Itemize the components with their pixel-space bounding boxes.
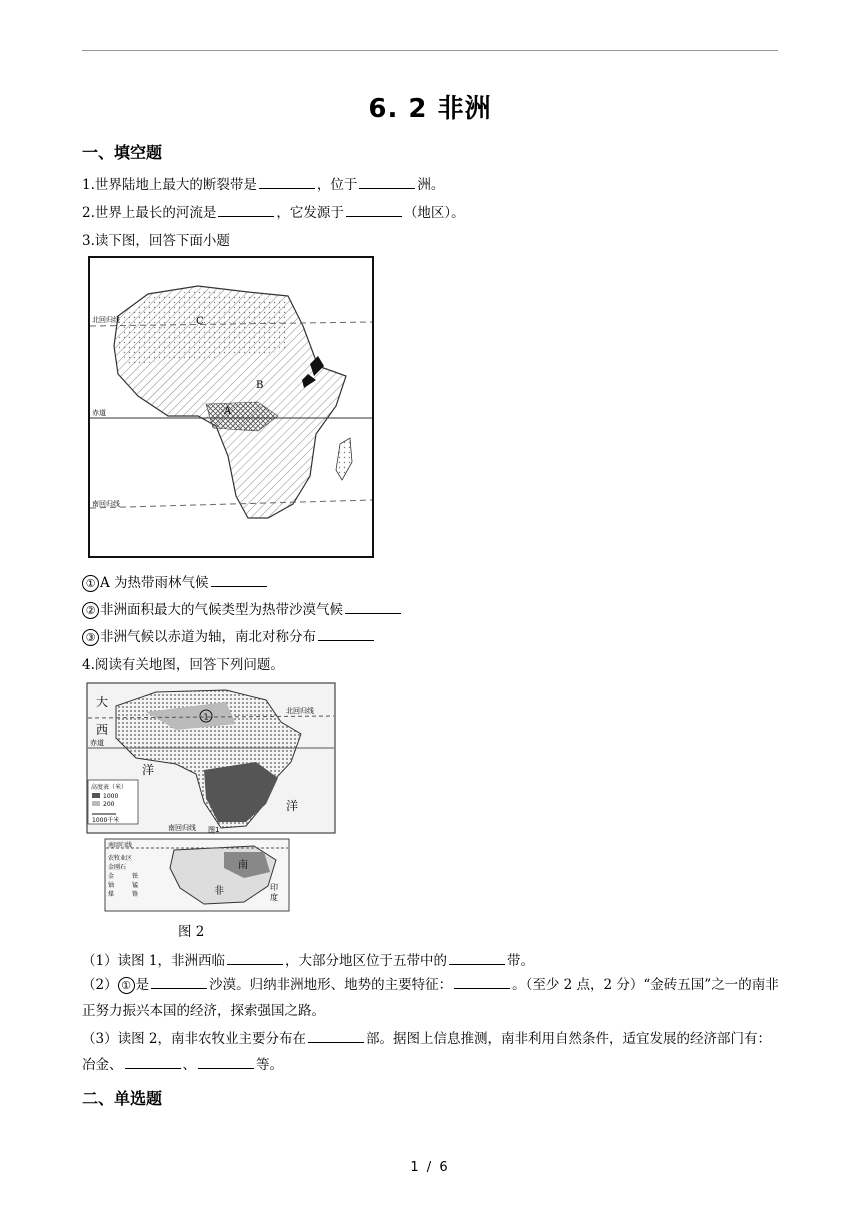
africa-relief-map — [86, 682, 336, 834]
part-text: 是 — [135, 977, 150, 993]
answer-blank[interactable] — [259, 176, 315, 189]
fig2-title: 南回归线 — [108, 842, 133, 849]
part-text: 部。据图上信息推测，南非利用自然条件，适宜发展的经济部门有：冶金、 — [82, 1031, 771, 1073]
question-4-stem — [82, 656, 284, 674]
answer-blank[interactable] — [345, 601, 401, 614]
part-text: （2） — [82, 977, 118, 993]
part-text: （3）读图 2，南非农牧业主要分布在 — [82, 1031, 306, 1047]
fig2-legend-4: 铁 — [132, 873, 139, 880]
question-text: （地区）。 — [403, 205, 465, 221]
fig1-label-yang: 洋 — [142, 763, 155, 777]
question-text: 世界上最长的河流是 — [94, 205, 217, 221]
option-text: 非洲面积最大的气候类型为热带沙漠气候 — [100, 602, 343, 618]
question-text: 洲。 — [417, 177, 445, 193]
fig1-legend-title: 高度表（米） — [91, 784, 128, 791]
question-number: 3. — [82, 233, 95, 249]
answer-blank[interactable] — [346, 204, 402, 217]
question-text: 阅读有关地图，回答下列问题。 — [94, 657, 284, 673]
answer-blank[interactable] — [227, 952, 283, 965]
answer-blank[interactable] — [359, 176, 415, 189]
south-africa-map — [104, 838, 290, 912]
part-text: 。（至少 2 点，2 分）“金砖五国”之一的南非正努力振兴本国的经济，探索强国之路。 — [82, 977, 779, 1019]
option-marker: ② — [82, 602, 99, 619]
question-text: ，它发源于 — [276, 205, 344, 221]
fig1-label-tropic-s: 南回归线 — [168, 824, 196, 832]
part-text: 等。 — [256, 1057, 283, 1073]
part-text: 、 — [182, 1057, 196, 1073]
question-text: 世界陆地上最大的断裂带是 — [94, 177, 257, 193]
question-1 — [82, 176, 444, 194]
map-label-tropic-s: 南回归线 — [92, 500, 120, 508]
question-number: 4. — [82, 657, 95, 673]
question-text: 读下图，回答下面小题 — [94, 233, 230, 249]
answer-blank[interactable] — [218, 204, 274, 217]
answer-blank[interactable] — [211, 574, 267, 587]
question-text: ，位于 — [316, 177, 358, 193]
fig1-label-equator: 赤道 — [90, 739, 104, 747]
figure-2-caption: 图 2 — [178, 924, 205, 940]
question-2 — [82, 204, 465, 222]
fig2-label-du: 度 — [270, 893, 278, 902]
header-rule — [82, 50, 778, 51]
option-marker: ③ — [82, 629, 99, 646]
answer-blank[interactable] — [318, 628, 374, 641]
question-number: 2. — [82, 205, 95, 221]
answer-blank[interactable] — [125, 1056, 181, 1069]
q3-option-3 — [82, 628, 376, 646]
fig1-marker-1: 1 — [203, 712, 209, 722]
answer-blank[interactable] — [198, 1056, 254, 1069]
section-heading-fill-blank: 一、填空题 — [82, 143, 163, 162]
map-label-tropic-n: 北回归线 — [92, 316, 120, 324]
fig2-legend-5: 铀 — [108, 882, 115, 889]
fig2-label-fei: 非 — [214, 886, 224, 897]
fig2-legend-7: 煤 — [108, 891, 115, 898]
answer-blank[interactable] — [308, 1030, 364, 1043]
option-text: A 为热带雨林气候 — [100, 575, 209, 591]
question-number: 1. — [82, 177, 95, 193]
fig1-label-tropic-n: 北回归线 — [286, 707, 314, 715]
answer-blank[interactable] — [449, 952, 505, 965]
fig2-legend-3: 金 — [108, 873, 115, 880]
q4-part-1 — [82, 952, 534, 970]
fig2-label-yin: 印 — [270, 883, 278, 892]
marker-circle-1: ① — [118, 977, 135, 994]
legend-swatch-high — [92, 793, 100, 798]
part-text: 沙漠。归纳非洲地形、地势的主要特征： — [209, 977, 453, 993]
page-title: 6. 2 非洲 — [368, 94, 492, 124]
map-label-equator: 赤道 — [92, 409, 106, 417]
fig2-legend-1: 农牧业区 — [108, 855, 133, 862]
part-text: ，大部分地区位于五带中的 — [284, 953, 447, 969]
fig1-label-xi: 西 — [96, 723, 109, 737]
map-label-a: A — [224, 406, 232, 417]
q4-part-3 — [82, 1026, 782, 1078]
answer-blank[interactable] — [151, 976, 207, 989]
map-label-b: B — [256, 380, 264, 391]
fig2-legend-8: 铬 — [132, 891, 139, 898]
fig2-legend-6: 锰 — [132, 882, 139, 889]
fig1-tag: 图1 — [208, 826, 220, 834]
fig1-scale: 1000千米 — [92, 817, 120, 824]
section-heading-single-choice: 二、单选题 — [82, 1089, 163, 1108]
page-number: 1 / 6 — [410, 1160, 450, 1175]
part-text: 带。 — [506, 953, 534, 969]
option-text: 非洲气候以赤道为轴，南北对称分布 — [100, 629, 316, 645]
fig1-label-yang-east: 洋 — [286, 799, 299, 813]
africa-climate-map — [88, 256, 374, 558]
fig2-label-nan: 南 — [238, 860, 248, 871]
legend-swatch-mid — [92, 801, 100, 806]
q3-option-1 — [82, 574, 269, 592]
fig2-legend-2: 金刚石 — [108, 864, 127, 871]
answer-blank[interactable] — [454, 976, 510, 989]
option-marker: ① — [82, 575, 99, 592]
question-3-stem — [82, 232, 230, 250]
fig1-legend-1000: 1000 — [103, 793, 119, 800]
part-text: （1）读图 1，非洲西临 — [82, 953, 225, 969]
q3-option-2 — [82, 601, 403, 619]
q4-part-2 — [82, 972, 782, 1024]
fig1-legend-200: 200 — [103, 801, 115, 808]
map-label-c: C — [196, 316, 204, 327]
fig1-label-da: 大 — [96, 695, 109, 709]
